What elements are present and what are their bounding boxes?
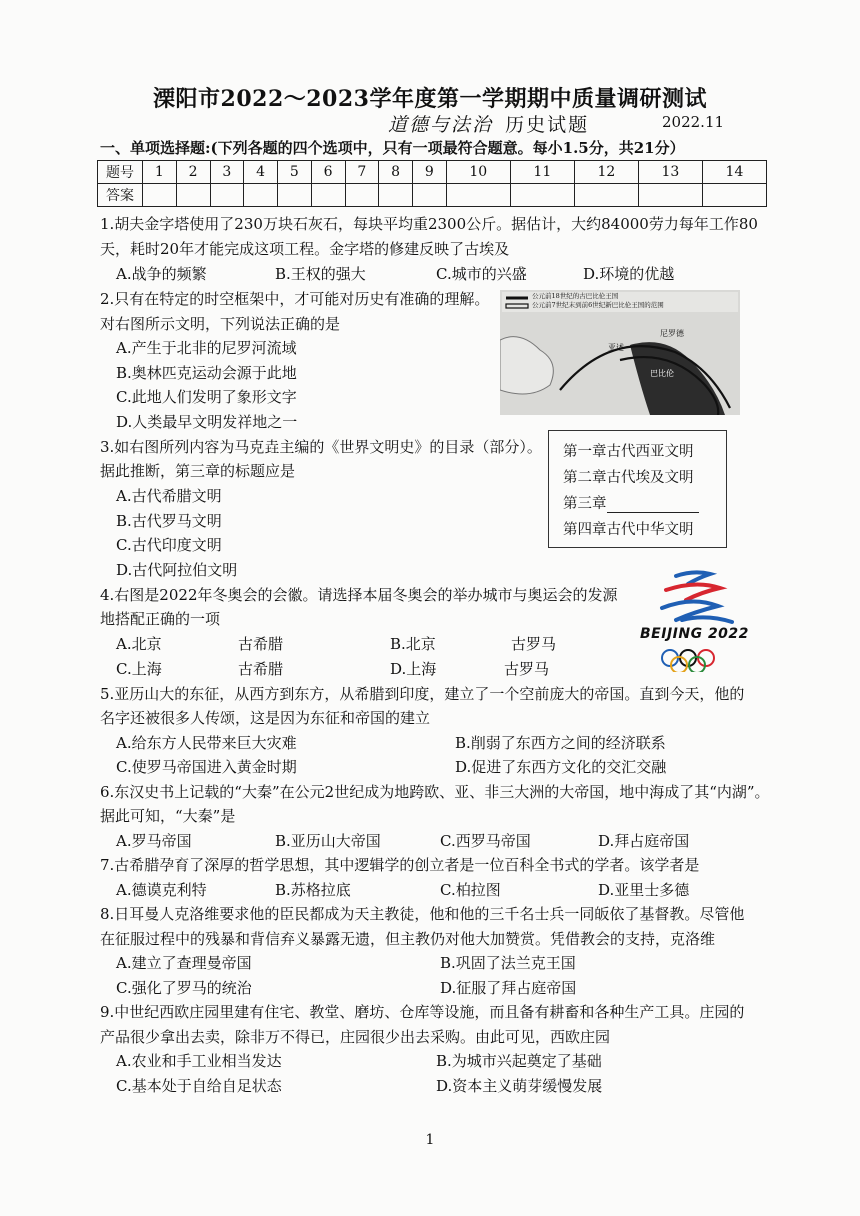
answer-cell[interactable] xyxy=(413,184,447,207)
answer-cell[interactable] xyxy=(311,184,345,207)
subtitle-handwritten: 道德与法治 xyxy=(388,114,494,136)
map-legend-1: 公元前18世纪的古巴比伦王国 xyxy=(532,292,619,300)
question-number-cell: 12 xyxy=(574,161,638,184)
map-label-assyria: 亚述 xyxy=(608,343,624,352)
answer-table xyxy=(97,160,767,207)
emblem-graphic-icon xyxy=(636,568,760,672)
q6-option-c[interactable]: C.西罗马帝国 xyxy=(440,832,531,850)
q8-option-b[interactable]: B.巩固了法兰克王国 xyxy=(440,954,576,972)
subtitle-printed: 历史试题 xyxy=(505,114,590,136)
q4-option-c-city[interactable]: C.上海 xyxy=(116,660,162,678)
exam-date: 2022.11 xyxy=(662,113,725,131)
question-8-line-2: 在征服过程中的残暴和背信弃义暴露无遗，但主教仍对他大加赞赏。凭借教会的支持，克洛维 xyxy=(100,930,716,948)
answer-cell[interactable] xyxy=(176,184,210,207)
answer-cell[interactable] xyxy=(345,184,379,207)
q7-option-d[interactable]: D.亚里士多德 xyxy=(598,881,690,899)
q8-option-c[interactable]: C.强化了罗马的统治 xyxy=(116,979,252,997)
question-1-line-1: 1.胡夫金字塔使用了230万块石灰石，每块平均重2300公斤。据估计，大约84000劳力每年工作80 xyxy=(100,215,758,233)
toc-figure xyxy=(548,430,727,548)
question-5-line-2: 名字还被很多人传颂，这是因为东征和帝国的建立 xyxy=(100,709,431,727)
question-1-line-2: 天，耗时20年才能完成这项工程。金字塔的修建反映了古埃及 xyxy=(100,240,510,258)
question-number-cell: 5 xyxy=(278,161,312,184)
q6-option-a[interactable]: A.罗马帝国 xyxy=(116,832,192,850)
q5-option-b[interactable]: B.削弱了东西方之间的经济联系 xyxy=(455,734,666,752)
question-3-line-1: 3.如右图所列内容为马克垚主编的《世界文明史》的目录（部分）。 xyxy=(100,438,542,456)
answer-cell[interactable] xyxy=(638,184,702,207)
q9-option-a[interactable]: A.农业和手工业相当发达 xyxy=(116,1052,282,1070)
q4-option-b-city[interactable]: B.北京 xyxy=(390,635,436,653)
q2-option-c[interactable]: C.此地人们发明了象形文字 xyxy=(116,388,297,406)
q2-option-a[interactable]: A.产生于北非的尼罗河流域 xyxy=(116,339,297,357)
emblem-text: BEIJING 2022 xyxy=(640,626,749,642)
question-2-line-1: 2.只有在特定的时空框架中，才可能对历史有准确的理解。 xyxy=(100,290,490,308)
answer-cell[interactable] xyxy=(278,184,312,207)
q4-option-c-origin: 古希腊 xyxy=(238,660,284,678)
toc-line-1: 第一章古代西亚文明 xyxy=(563,444,694,460)
question-number-cell: 11 xyxy=(510,161,574,184)
answer-cell[interactable] xyxy=(379,184,413,207)
map-label-babylon: 巴比伦 xyxy=(650,369,674,378)
q4-option-b-origin: 古罗马 xyxy=(511,635,557,653)
question-6-line-1: 6.东汉史书上记载的“大秦”在公元2世纪成为地跨欧、亚、非三大洲的大帝国，地中海成了其“内湖”。 xyxy=(100,783,770,801)
q3-option-b[interactable]: B.古代罗马文明 xyxy=(116,512,222,530)
toc-line-3-text: 第三章 xyxy=(563,496,607,512)
q7-option-b[interactable]: B.苏格拉底 xyxy=(275,881,351,899)
answer-cell[interactable] xyxy=(446,184,510,207)
q4-option-a-origin: 古希腊 xyxy=(238,635,284,653)
toc-line-3 xyxy=(563,492,699,513)
question-number-cell: 13 xyxy=(638,161,702,184)
question-number-cell: 8 xyxy=(379,161,413,184)
question-8-line-1: 8.日耳曼人克洛维要求他的臣民都成为天主教徒，他和他的三千名士兵一同皈依了基督教。尽管他 xyxy=(100,905,745,923)
question-5-line-1: 5.亚历山大的东征，从西方到东方，从希腊到印度，建立了一个空前庞大的帝国。直到今天，他的 xyxy=(100,685,745,703)
q4-option-d-origin: 古罗马 xyxy=(504,660,550,678)
row-label-number: 题号 xyxy=(98,161,143,184)
answer-cell[interactable] xyxy=(574,184,638,207)
q8-option-d[interactable]: D.征服了拜占庭帝国 xyxy=(440,979,577,997)
toc-line-4: 第四章古代中华文明 xyxy=(563,522,694,538)
q1-option-d[interactable]: D.环境的优越 xyxy=(583,265,675,283)
question-number-cell: 9 xyxy=(413,161,447,184)
exam-title: 溧阳市2022～2023学年度第一学期期中质量调研测试 xyxy=(153,86,707,112)
toc-line-2: 第二章古代埃及文明 xyxy=(563,470,694,486)
winter-olympics-emblem xyxy=(636,568,760,672)
answer-cell[interactable] xyxy=(244,184,278,207)
q5-option-c[interactable]: C.使罗马帝国进入黄金时期 xyxy=(116,758,297,776)
q9-option-b[interactable]: B.为城市兴起奠定了基础 xyxy=(436,1052,602,1070)
q6-option-d[interactable]: D.拜占庭帝国 xyxy=(598,832,690,850)
q6-option-b[interactable]: B.亚历山大帝国 xyxy=(275,832,381,850)
answer-cell[interactable] xyxy=(210,184,244,207)
q7-option-a[interactable]: A.德谟克利特 xyxy=(116,881,207,899)
q5-option-d[interactable]: D.促进了东西方文化的交汇交融 xyxy=(455,758,667,776)
question-9-line-2: 产品很少拿出去卖，除非万不得已，庄园很少出去采购。由此可见，西欧庄园 xyxy=(100,1028,611,1046)
question-3-line-2: 据此推断，第三章的标题应是 xyxy=(100,462,296,480)
babylon-map-figure xyxy=(500,290,740,415)
question-number-cell: 2 xyxy=(176,161,210,184)
question-7-line-1: 7.古希腊孕育了深厚的哲学思想，其中逻辑学的创立者是一位百科全书式的学者。该学者是 xyxy=(100,856,700,874)
answer-table-row-answers xyxy=(98,184,767,207)
question-number-cell: 7 xyxy=(345,161,379,184)
map-legend-2: 公元前7世纪末到前6世纪新巴比伦王国的范围 xyxy=(532,301,664,309)
q2-option-d[interactable]: D.人类最早文明发祥地之一 xyxy=(116,413,298,431)
answer-cell[interactable] xyxy=(510,184,574,207)
q2-option-b[interactable]: B.奥林匹克运动会源于此地 xyxy=(116,364,297,382)
q5-option-a[interactable]: A.给东方人民带来巨大灾难 xyxy=(116,734,297,752)
question-4-line-1: 4.右图是2022年冬奥会的会徽。请选择本届冬奥会的举办城市与奥运会的发源 xyxy=(100,586,618,604)
q8-option-a[interactable]: A.建立了查理曼帝国 xyxy=(116,954,252,972)
q1-option-b[interactable]: B.王权的强大 xyxy=(275,265,366,283)
q9-option-c[interactable]: C.基本处于自给自足状态 xyxy=(116,1077,282,1095)
question-9-line-1: 9.中世纪西欧庄园里建有住宅、教堂、磨坊、仓库等设施，而且备有耕畜和各种生产工具。庄园的 xyxy=(100,1003,745,1021)
answer-cell[interactable] xyxy=(143,184,177,207)
map-label-nineveh: 尼罗德 xyxy=(660,329,684,338)
question-number-cell: 3 xyxy=(210,161,244,184)
section-heading: 一、单项选择题:(下列各题的四个选项中，只有一项最符合题意。每小1.5分，共21分） xyxy=(100,139,685,157)
q3-option-d[interactable]: D.古代阿拉伯文明 xyxy=(116,561,238,579)
question-number-cell: 1 xyxy=(143,161,177,184)
q3-option-a[interactable]: A.古代希腊文明 xyxy=(116,487,222,505)
answer-cell[interactable] xyxy=(702,184,766,207)
q4-option-a-city[interactable]: A.北京 xyxy=(116,635,162,653)
toc-blank xyxy=(607,498,699,513)
question-4-line-2: 地搭配正确的一项 xyxy=(100,610,221,628)
question-number-cell: 10 xyxy=(446,161,510,184)
answer-table-row-numbers xyxy=(98,161,767,184)
page-number: 1 xyxy=(425,1132,435,1148)
q4-option-d-city[interactable]: D.上海 xyxy=(390,660,437,678)
question-6-line-2: 据此可知，“大秦”是 xyxy=(100,807,236,825)
q1-option-a[interactable]: A.战争的频繁 xyxy=(116,265,207,283)
q7-option-c[interactable]: C.柏拉图 xyxy=(440,881,501,899)
q3-option-c[interactable]: C.古代印度文明 xyxy=(116,536,222,554)
question-number-cell: 4 xyxy=(244,161,278,184)
q1-option-c[interactable]: C.城市的兴盛 xyxy=(436,265,527,283)
question-2-line-2: 对右图所示文明，下列说法正确的是 xyxy=(100,315,341,333)
row-label-answer: 答案 xyxy=(98,184,143,207)
exam-subtitle xyxy=(388,110,589,137)
question-number-cell: 6 xyxy=(311,161,345,184)
q9-option-d[interactable]: D.资本主义萌芽缓慢发展 xyxy=(436,1077,603,1095)
question-number-cell: 14 xyxy=(702,161,766,184)
